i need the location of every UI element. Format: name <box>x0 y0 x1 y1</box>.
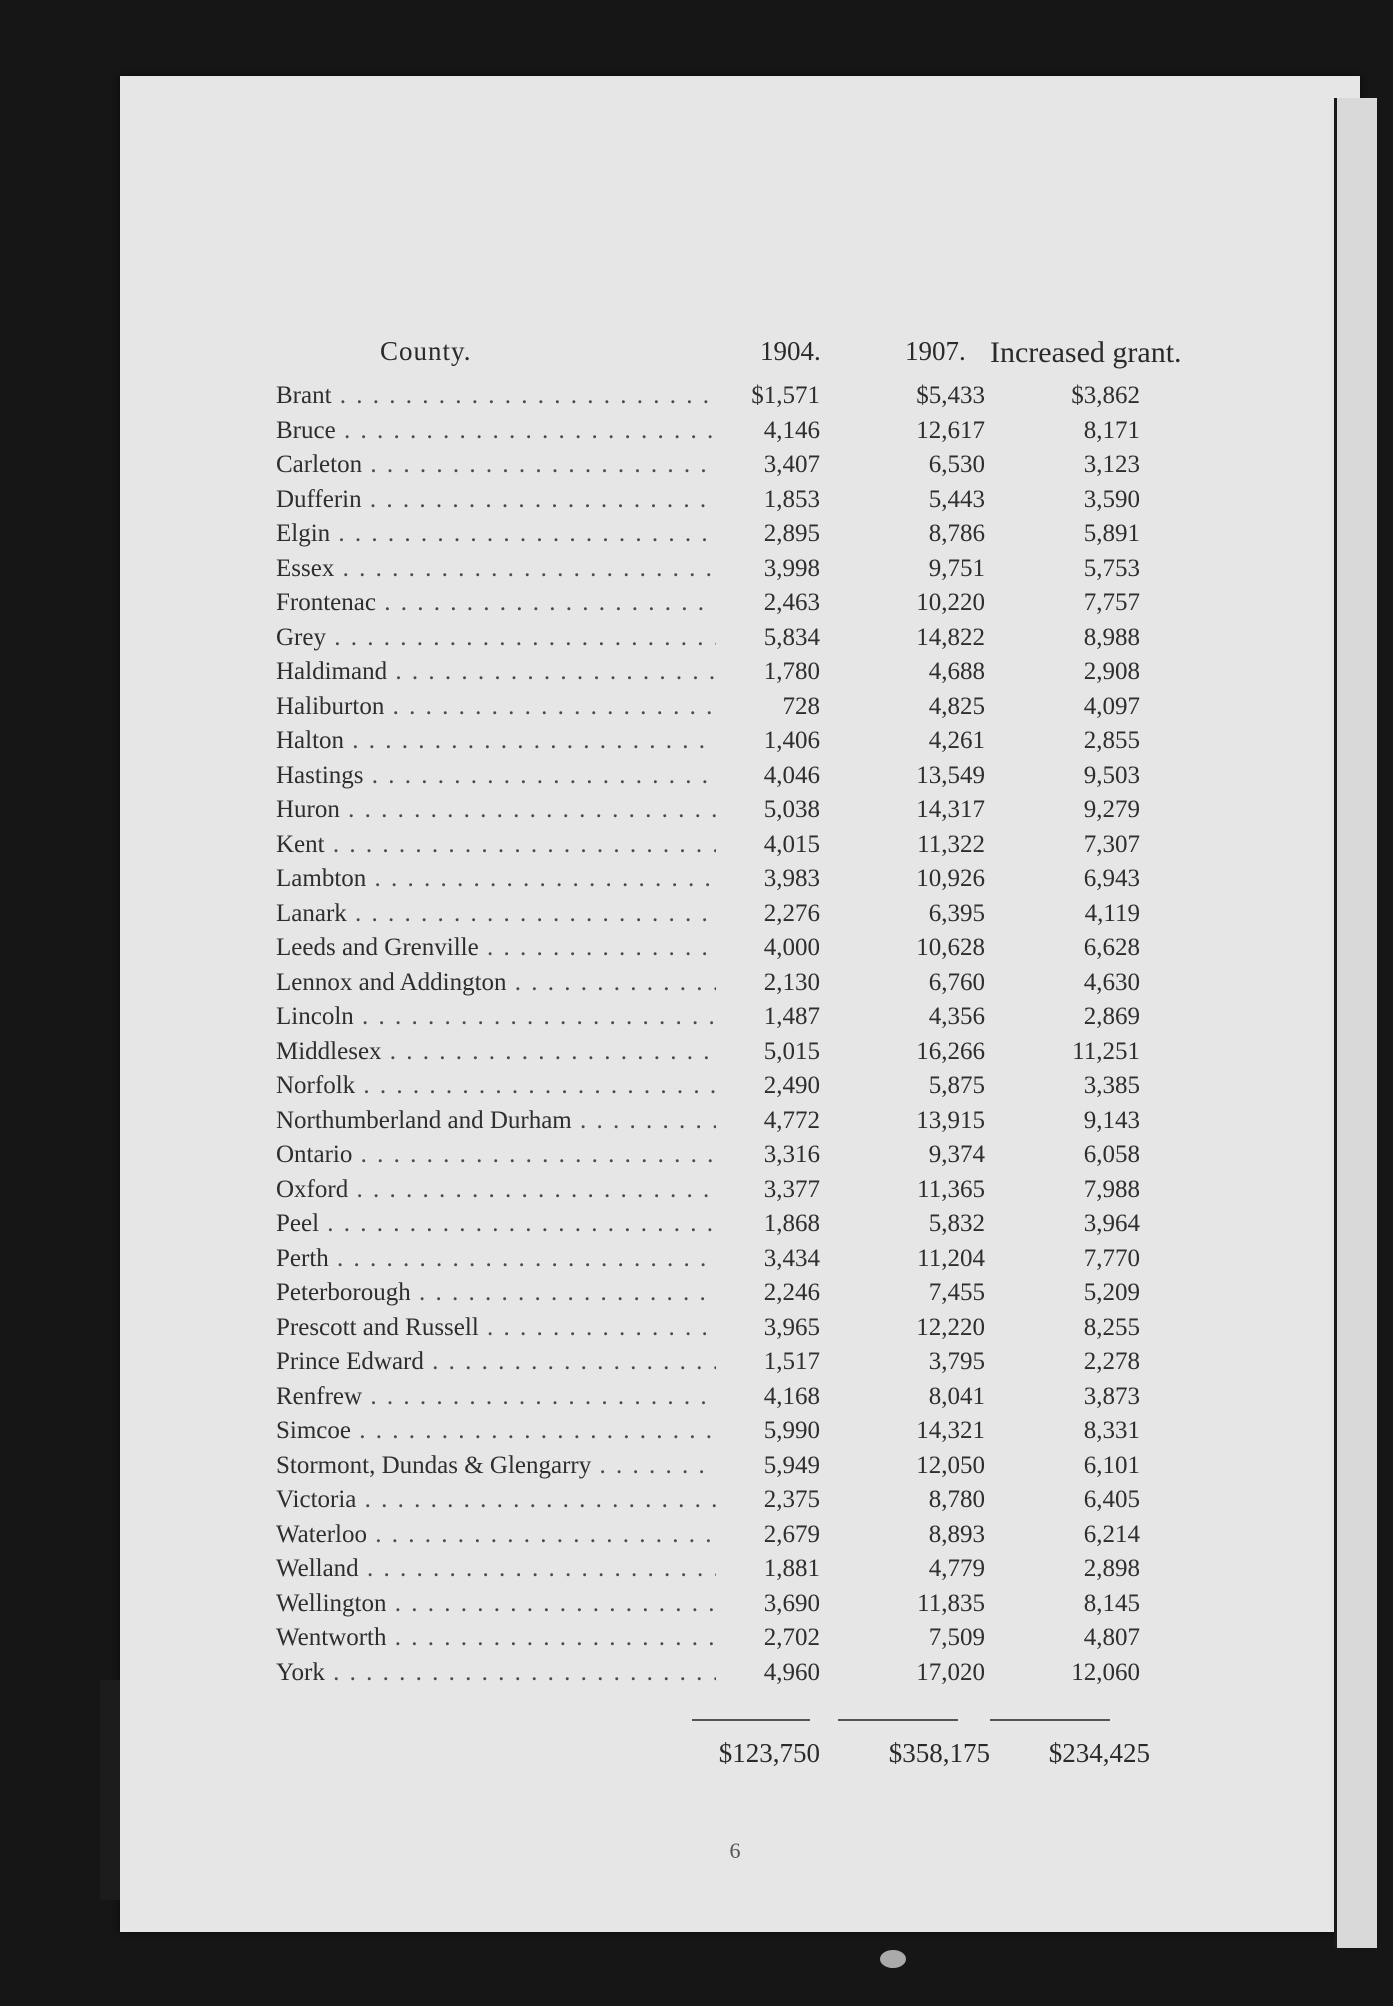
table-row <box>120 451 1360 486</box>
table-row <box>120 1176 1360 1211</box>
value-increase: 6,943 <box>1083 865 1140 892</box>
table-row <box>120 1107 1360 1142</box>
table-row <box>120 1624 1360 1659</box>
value-1904: 2,490 <box>763 1072 820 1099</box>
table-row <box>120 831 1360 866</box>
value-1907: 14,321 <box>916 1417 985 1444</box>
county-name: Huron . . . <box>276 796 716 824</box>
value-increase: 2,869 <box>1083 1003 1140 1030</box>
value-1907: 5,832 <box>928 1210 985 1237</box>
value-increase: 3,385 <box>1083 1072 1140 1099</box>
value-increase: 4,097 <box>1083 692 1140 720</box>
county-name: Leeds and Grenville . . . <box>276 934 716 962</box>
value-1904: 1,487 <box>763 1003 820 1030</box>
value-1904: 4,015 <box>763 830 820 858</box>
value-1904: 2,276 <box>763 899 820 927</box>
value-1907: 12,220 <box>916 1313 985 1341</box>
county-name: Halton . . . <box>276 727 716 755</box>
table-row <box>120 1038 1360 1073</box>
value-1904: 1,517 <box>763 1348 820 1375</box>
value-1907: 8,786 <box>928 520 985 547</box>
value-increase: 6,405 <box>1083 1486 1140 1513</box>
value-1904: 3,407 <box>763 451 820 478</box>
county-name: Grey . . . <box>276 624 716 652</box>
value-1904: 3,690 <box>763 1589 820 1617</box>
totals-row <box>120 1738 1360 1778</box>
county-name: Middlesex . . . <box>276 1038 716 1066</box>
value-1904: 5,015 <box>763 1037 820 1065</box>
value-increase: 3,873 <box>1083 1382 1140 1410</box>
county-name: Hastings . . . <box>276 762 716 790</box>
value-1907: 11,835 <box>917 1589 985 1617</box>
total-1904: $123,750 <box>718 1738 820 1768</box>
value-1904: 4,960 <box>763 1658 820 1686</box>
table-row <box>120 865 1360 900</box>
county-name: Essex . . . <box>276 555 716 583</box>
total-rule-1904 <box>692 1719 810 1721</box>
value-1907: 10,628 <box>916 934 985 961</box>
value-1904: 1,881 <box>763 1555 820 1582</box>
table-row <box>120 1417 1360 1452</box>
table-row <box>120 1072 1360 1107</box>
county-name: Carleton . . . <box>276 451 716 479</box>
table-row <box>120 1659 1360 1694</box>
value-1907: 12,050 <box>916 1451 985 1479</box>
header-county: County. <box>380 336 472 366</box>
total-increase: $234,425 <box>1048 1738 1150 1768</box>
value-increase: 4,119 <box>1084 899 1140 927</box>
table-row <box>120 1003 1360 1038</box>
value-1904: 2,463 <box>763 589 820 616</box>
value-1907: 11,322 <box>917 830 985 858</box>
table-row <box>120 762 1360 797</box>
value-increase: 3,123 <box>1083 451 1140 478</box>
value-increase: 2,898 <box>1083 1555 1140 1582</box>
value-1904: 1,853 <box>763 485 820 513</box>
county-name: Brant . . . <box>276 382 716 410</box>
county-name: Norfolk . . . <box>276 1072 716 1100</box>
value-1904: 4,146 <box>763 416 820 444</box>
total-rule-1907 <box>838 1719 958 1721</box>
table-row <box>120 900 1360 935</box>
value-increase: 8,145 <box>1083 1589 1140 1617</box>
value-1907: 13,915 <box>916 1106 985 1134</box>
county-name: Haliburton . . . <box>276 693 716 721</box>
value-increase: 4,807 <box>1083 1624 1140 1651</box>
value-1904: 5,038 <box>763 796 820 823</box>
county-name: Stormont, Dundas & Glengarry . . . <box>276 1452 716 1480</box>
scan-blemish <box>880 1950 906 1968</box>
value-1904: 3,965 <box>763 1313 820 1341</box>
county-name: Kent . . . <box>276 831 716 859</box>
header-1907: 1907. <box>905 336 966 366</box>
value-increase: 6,101 <box>1083 1451 1140 1479</box>
table-row <box>120 969 1360 1004</box>
county-name: Welland . . . <box>276 1555 716 1583</box>
value-1907: 11,365 <box>917 1175 985 1203</box>
county-name: Wellington . . . <box>276 1590 716 1618</box>
value-1907: 12,617 <box>916 416 985 444</box>
total-rule-increase <box>990 1719 1110 1721</box>
value-1904: 2,246 <box>763 1279 820 1306</box>
value-increase: $3,862 <box>1071 382 1140 409</box>
table-row <box>120 1590 1360 1625</box>
county-name: Bruce . . . <box>276 417 716 445</box>
value-1907: 4,261 <box>928 727 985 754</box>
value-increase: 6,628 <box>1083 934 1140 961</box>
county-name: Victoria . . . <box>276 1486 716 1514</box>
county-name: Prescott and Russell . . . <box>276 1314 716 1342</box>
value-1904: 2,895 <box>763 520 820 547</box>
value-increase: 7,757 <box>1083 589 1140 616</box>
table-row <box>120 624 1360 659</box>
county-name: Northumberland and Durham . . . <box>276 1107 716 1135</box>
value-1907: 7,455 <box>928 1279 985 1306</box>
value-1904: 3,983 <box>763 865 820 892</box>
table-row <box>120 1348 1360 1383</box>
value-increase: 3,964 <box>1083 1210 1140 1237</box>
value-1904: 728 <box>782 692 820 720</box>
value-1907: 3,795 <box>928 1348 985 1375</box>
county-name: Ontario . . . <box>276 1141 716 1169</box>
value-increase: 7,988 <box>1083 1175 1140 1203</box>
value-1907: 10,926 <box>916 865 985 892</box>
value-increase: 9,279 <box>1083 796 1140 823</box>
value-1904: 5,949 <box>763 1451 820 1479</box>
value-increase: 5,753 <box>1083 554 1140 582</box>
value-increase: 8,255 <box>1083 1313 1140 1341</box>
table-row <box>120 658 1360 693</box>
header-1904: 1904. <box>760 336 821 366</box>
table-row <box>120 520 1360 555</box>
value-1907: 6,395 <box>928 899 985 927</box>
value-increase: 2,855 <box>1083 727 1140 754</box>
value-increase: 5,209 <box>1083 1279 1140 1306</box>
value-1904: 2,679 <box>763 1520 820 1548</box>
value-1907: 5,443 <box>928 485 985 513</box>
table-row <box>120 1452 1360 1487</box>
value-1904: 1,780 <box>763 658 820 685</box>
table-header <box>120 336 1360 376</box>
value-1904: 5,834 <box>763 623 820 651</box>
table-row <box>120 486 1360 521</box>
table-row <box>120 934 1360 969</box>
value-increase: 3,590 <box>1083 485 1140 513</box>
value-1907: 8,893 <box>928 1520 985 1548</box>
value-increase: 7,307 <box>1083 830 1140 858</box>
table-row <box>120 796 1360 831</box>
value-increase: 8,331 <box>1083 1417 1140 1444</box>
value-1907: 4,779 <box>928 1555 985 1582</box>
county-name: Lanark . . . <box>276 900 716 928</box>
table-row <box>120 1141 1360 1176</box>
table-row <box>120 555 1360 590</box>
table-row <box>120 1521 1360 1556</box>
header-increased-grant: Increased grant. <box>990 336 1182 369</box>
value-1904: 2,130 <box>763 968 820 996</box>
value-1904: 3,998 <box>763 554 820 582</box>
value-increase: 8,171 <box>1083 416 1140 444</box>
value-1904: 4,046 <box>763 761 820 789</box>
table-row <box>120 1245 1360 1280</box>
table-row <box>120 1279 1360 1314</box>
county-name: Frontenac . . . <box>276 589 716 617</box>
value-increase: 8,988 <box>1083 623 1140 651</box>
county-name: Prince Edward . . . <box>276 1348 716 1376</box>
value-1907: 17,020 <box>916 1658 985 1686</box>
value-1907: 11,204 <box>917 1244 985 1272</box>
table-row <box>120 1555 1360 1590</box>
county-name: Simcoe . . . <box>276 1417 716 1445</box>
county-name: Waterloo . . . <box>276 1521 716 1549</box>
value-1907: 4,825 <box>928 692 985 720</box>
table-row <box>120 1486 1360 1521</box>
value-increase: 5,891 <box>1083 520 1140 547</box>
total-1907: $358,175 <box>888 1738 990 1768</box>
value-1907: 14,822 <box>916 623 985 651</box>
value-1904: 5,990 <box>763 1417 820 1444</box>
value-1907: 8,041 <box>928 1382 985 1410</box>
value-1904: 1,406 <box>763 727 820 754</box>
value-1904: 4,000 <box>763 934 820 961</box>
value-increase: 9,143 <box>1083 1106 1140 1134</box>
value-1907: 8,780 <box>928 1486 985 1513</box>
county-name: Peterborough . . . <box>276 1279 716 1307</box>
value-increase: 7,770 <box>1083 1244 1140 1272</box>
value-1907: 10,220 <box>916 589 985 616</box>
county-name: Lincoln . . . <box>276 1003 716 1031</box>
table-row <box>120 1314 1360 1349</box>
value-increase: 4,630 <box>1083 968 1140 996</box>
value-1904: 3,434 <box>763 1244 820 1272</box>
county-name: Oxford . . . <box>276 1176 716 1204</box>
value-1904: 4,168 <box>763 1382 820 1410</box>
page-number: 6 <box>729 1838 741 1863</box>
value-1907: 6,760 <box>928 968 985 996</box>
value-1907: 5,875 <box>928 1072 985 1099</box>
adjacent-page-edge <box>1334 98 1377 1948</box>
county-name: Peel . . . <box>276 1210 716 1238</box>
table-row <box>120 589 1360 624</box>
value-1907: $5,433 <box>916 382 985 409</box>
value-1904: $1,571 <box>751 382 820 409</box>
county-name: Haldimand . . . <box>276 658 716 686</box>
document-page <box>120 76 1360 1932</box>
county-name: Dufferin . . . <box>276 486 716 514</box>
value-1904: 1,868 <box>763 1210 820 1237</box>
value-1907: 9,374 <box>928 1141 985 1168</box>
table-row <box>120 1210 1360 1245</box>
value-increase: 2,908 <box>1083 658 1140 685</box>
county-name: Lambton . . . <box>276 865 716 893</box>
value-increase: 6,058 <box>1083 1141 1140 1168</box>
county-name: York . . . <box>276 1659 716 1687</box>
value-increase: 12,060 <box>1071 1658 1140 1686</box>
county-name: Renfrew . . . <box>276 1383 716 1411</box>
value-1907: 14,317 <box>916 796 985 823</box>
value-1907: 9,751 <box>928 554 985 582</box>
table-row <box>120 1383 1360 1418</box>
value-1904: 3,316 <box>763 1141 820 1168</box>
scan-gutter <box>100 1680 120 1900</box>
value-1907: 7,509 <box>928 1624 985 1651</box>
value-1904: 2,375 <box>763 1486 820 1513</box>
value-increase: 9,503 <box>1083 761 1140 789</box>
value-1907: 16,266 <box>916 1037 985 1065</box>
table-row <box>120 382 1360 417</box>
table-row <box>120 727 1360 762</box>
value-1907: 6,530 <box>928 451 985 478</box>
county-name: Wentworth . . . <box>276 1624 716 1652</box>
value-increase: 11,251 <box>1072 1037 1140 1065</box>
value-1907: 4,356 <box>928 1003 985 1030</box>
table-row <box>120 693 1360 728</box>
value-1907: 4,688 <box>928 658 985 685</box>
county-name: Perth . . . <box>276 1245 716 1273</box>
value-1904: 3,377 <box>763 1175 820 1203</box>
value-1904: 2,702 <box>763 1624 820 1651</box>
value-increase: 6,214 <box>1083 1520 1140 1548</box>
county-table <box>120 382 1360 1693</box>
value-increase: 2,278 <box>1083 1348 1140 1375</box>
value-1907: 13,549 <box>916 761 985 789</box>
county-name: Lennox and Addington . . . <box>276 969 716 997</box>
value-1904: 4,772 <box>763 1106 820 1134</box>
county-name: Elgin . . . <box>276 520 716 548</box>
table-row <box>120 417 1360 452</box>
